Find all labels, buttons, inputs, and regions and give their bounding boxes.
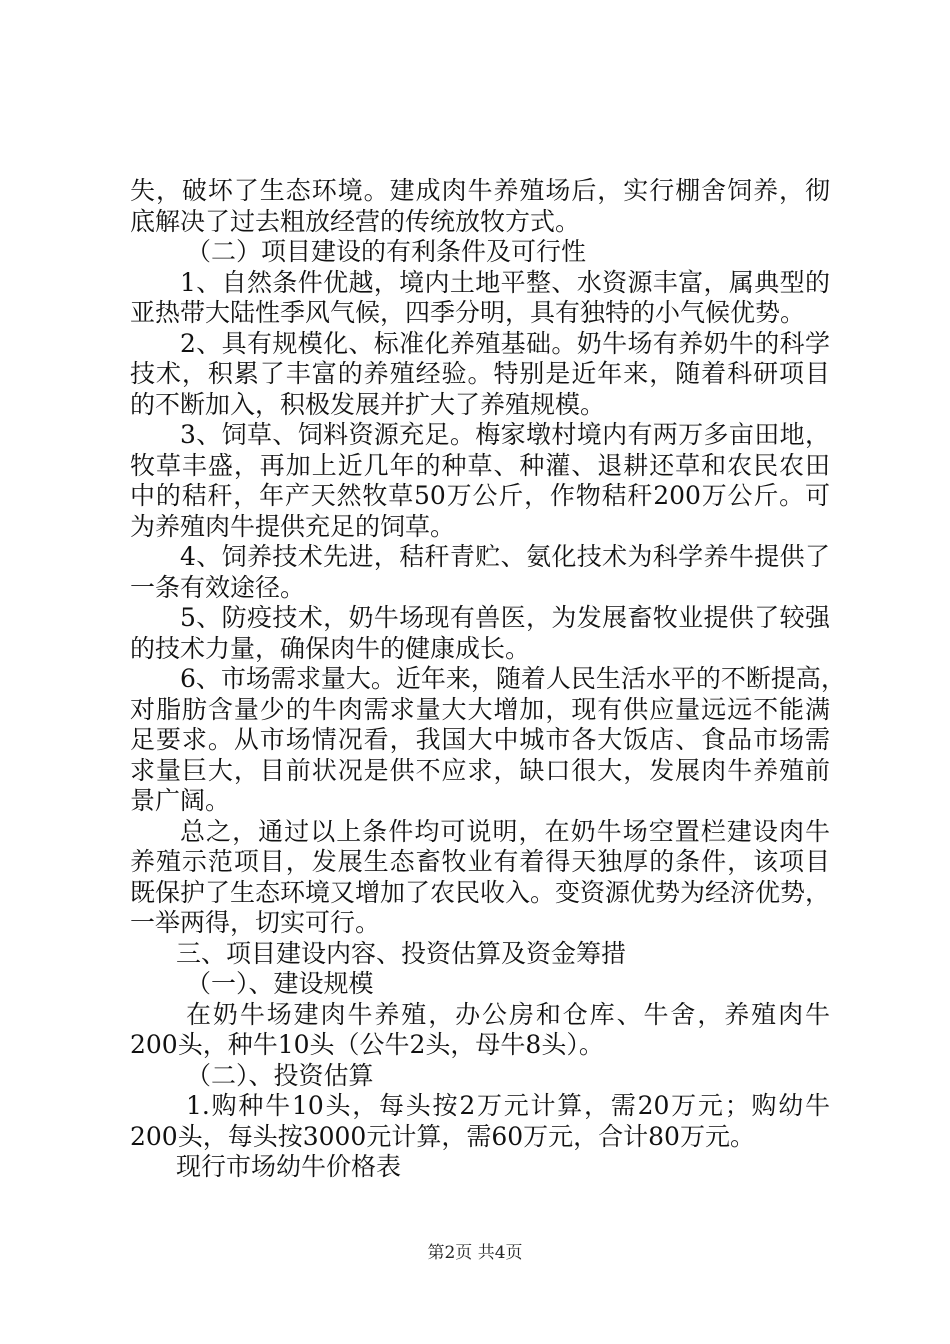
subsection-heading: （二）、投资估算 <box>186 1060 374 1090</box>
paragraph-line: 1、自然条件优越，境内土地平整、水资源丰富，属典型的 <box>180 267 830 297</box>
paragraph-line: 失，破坏了生态环境。建成肉牛养殖场后，实行棚舍饲养，彻 <box>130 176 830 205</box>
paragraph-line: 的技术力量，确保肉牛的健康成长。 <box>130 633 531 663</box>
paragraph-line: 养殖示范项目，发展生态畜牧业有着得天独厚的条件，该项目 <box>130 847 830 876</box>
paragraph-line: 4、饲养技术先进，秸秆青贮、氨化技术为科学养牛提供了 <box>180 542 830 571</box>
paragraph-line: 200头，种牛10头（公牛2头，母牛8头）。 <box>130 1030 604 1059</box>
paragraph-line: 3、饲草、饲料资源充足。梅家墩村境内有两万多亩田地， <box>180 420 830 449</box>
paragraph-line: 足要求。从市场情况看，我国大中城市各大饭店、食品市场需 <box>130 725 830 754</box>
paragraph-line: 总之，通过以上条件均可说明，在奶牛场空置栏建设肉牛 <box>180 816 830 846</box>
paragraph-line: 6、市场需求量大。近年来，随着人民生活水平的不断提高， <box>180 664 846 693</box>
paragraph-line: 求量巨大，目前状况是供不应求，缺口很大，发展肉牛养殖前 <box>130 755 830 785</box>
paragraph-line: 景广阔。 <box>130 786 231 815</box>
paragraph-line: 2、具有规模化、标准化养殖基础。奶牛场有养奶牛的科学 <box>180 328 830 358</box>
paragraph-line: 亚热带大陆性季风气候，四季分明，具有独特的小气候优势。 <box>130 298 806 327</box>
paragraph-line: 中的秸秆，年产天然牧草50万公斤，作物秸秆200万公斤。可 <box>130 481 830 510</box>
paragraph-line: 对脂肪含量少的牛肉需求量大大增加，现有供应量远远不能满 <box>130 694 830 724</box>
paragraph-line: 为养殖肉牛提供充足的饲草。 <box>130 511 456 541</box>
paragraph-line: 1.购种牛10头，每头按2万元计算，需20万元；购幼牛 <box>186 1091 830 1120</box>
paragraph-line: 的不断加入，积极发展并扩大了养殖规模。 <box>130 389 606 419</box>
paragraph-line: 在奶牛场建肉牛养殖，办公房和仓库、牛舍，养殖肉牛 <box>186 999 830 1029</box>
paragraph-line: 一条有效途径。 <box>130 572 306 602</box>
paragraph-line: 底解决了过去粗放经营的传统放牧方式。 <box>130 206 581 236</box>
paragraph-line: 既保护了生态环境又增加了农民收入。变资源优势为经济优势， <box>130 877 831 907</box>
table-caption: 现行市场幼牛价格表 <box>176 1152 402 1181</box>
section-heading: 三、项目建设内容、投资估算及资金筹措 <box>176 938 627 968</box>
paragraph-line: 技术，积累了丰富的养殖经验。特别是近年来，随着科研项目 <box>130 359 830 388</box>
page-footer: 第2页 共4页 <box>427 1243 523 1263</box>
section-heading: （二）项目建设的有利条件及可行性 <box>186 237 587 266</box>
paragraph-line: 牧草丰盛，再加上近几年的种草、种灌、退耕还草和农民农田 <box>130 450 830 480</box>
subsection-heading: （一）、建设规模 <box>186 969 374 998</box>
paragraph-line: 一举两得，切实可行。 <box>130 908 381 937</box>
paragraph-line: 200头，每头按3000元计算，需60万元，合计80万元。 <box>130 1121 755 1151</box>
paragraph-line: 5、防疫技术，奶牛场现有兽医，为发展畜牧业提供了较强 <box>180 603 830 632</box>
